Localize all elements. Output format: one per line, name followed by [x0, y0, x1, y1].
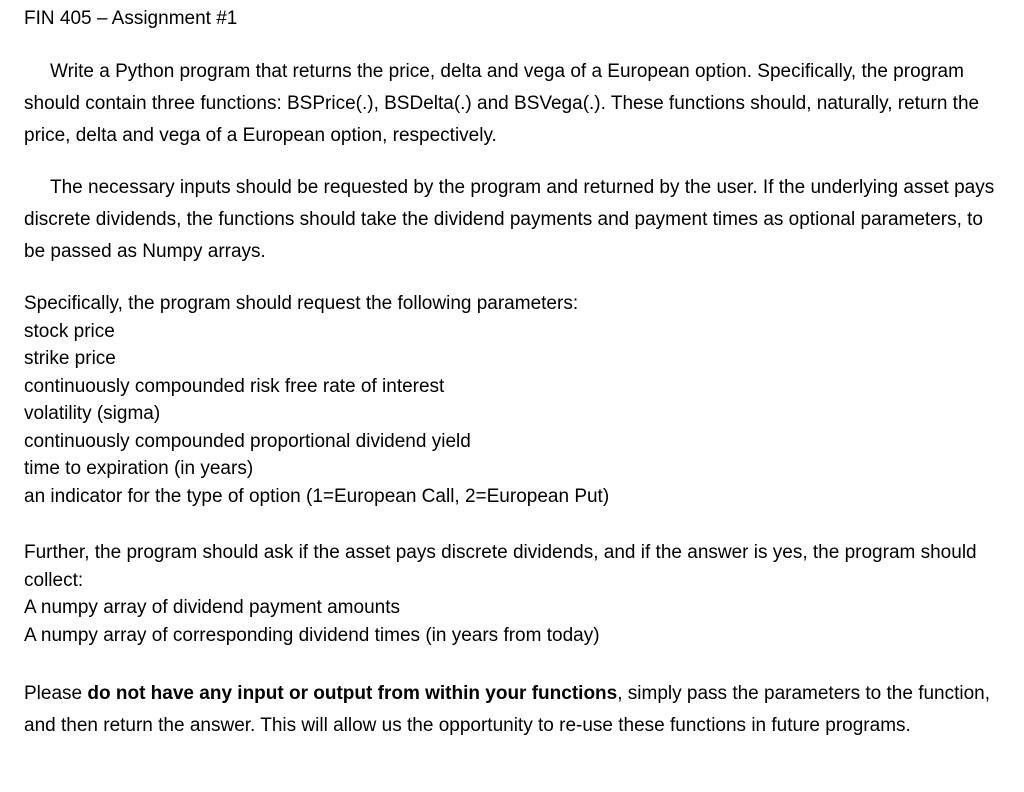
- parameter-item: continuously compounded proportional dividend yield: [24, 430, 471, 452]
- parameter-item: volatility (sigma): [24, 403, 161, 424]
- parameter-item: time to expiration (in years): [24, 458, 254, 479]
- paragraph-task-description: Write a Python program that returns the price, delta and vega of a European option. Specifically, the program should contain three functions: BSPrice(.), BSDelta(.) and BSVega(.). These functions should, naturally, return the price, delta and vega of a European option, respectively.: [24, 61, 980, 146]
- parameter-item: stock price: [24, 320, 115, 342]
- dividend-item: A numpy array of corresponding dividend times (in years from today): [24, 624, 600, 646]
- parameters-intro: Specifically, the program should request the following parameters:: [24, 293, 579, 314]
- guidance-emphasis-text: do not have any input or output from within your functions: [87, 683, 618, 704]
- document-title: FIN 405 – Assignment #1: [24, 8, 238, 29]
- parameters-section: [24, 290, 1004, 510]
- parameter-item: strike price: [24, 348, 116, 369]
- dividends-section: [24, 539, 1004, 649]
- paragraph-function-guidance: [24, 678, 1004, 742]
- parameter-item: continuously compounded risk free rate of interest: [24, 375, 445, 397]
- dividend-item: A numpy array of dividend payment amounts: [24, 597, 400, 618]
- paragraph-inputs-description: The necessary inputs should be requested by the program and returned by the user. If the underlying asset pays discrete dividends, the functions should take the dividend payments and payment times as optional parameters, to be passed as Numpy arrays.: [24, 177, 995, 262]
- dividends-intro: Further, the program should ask if the asset pays discrete dividends, and if the answer is yes, the program should collect:: [24, 542, 977, 591]
- guidance-rest-text: , simply pass the parameters to the function, and then return the answer. This will allow us the opportunity to re-use these functions in future programs.: [24, 683, 991, 736]
- parameter-item: an indicator for the type of option (1=European Call, 2=European Put): [24, 485, 610, 507]
- guidance-lead-text: Please: [24, 683, 88, 704]
